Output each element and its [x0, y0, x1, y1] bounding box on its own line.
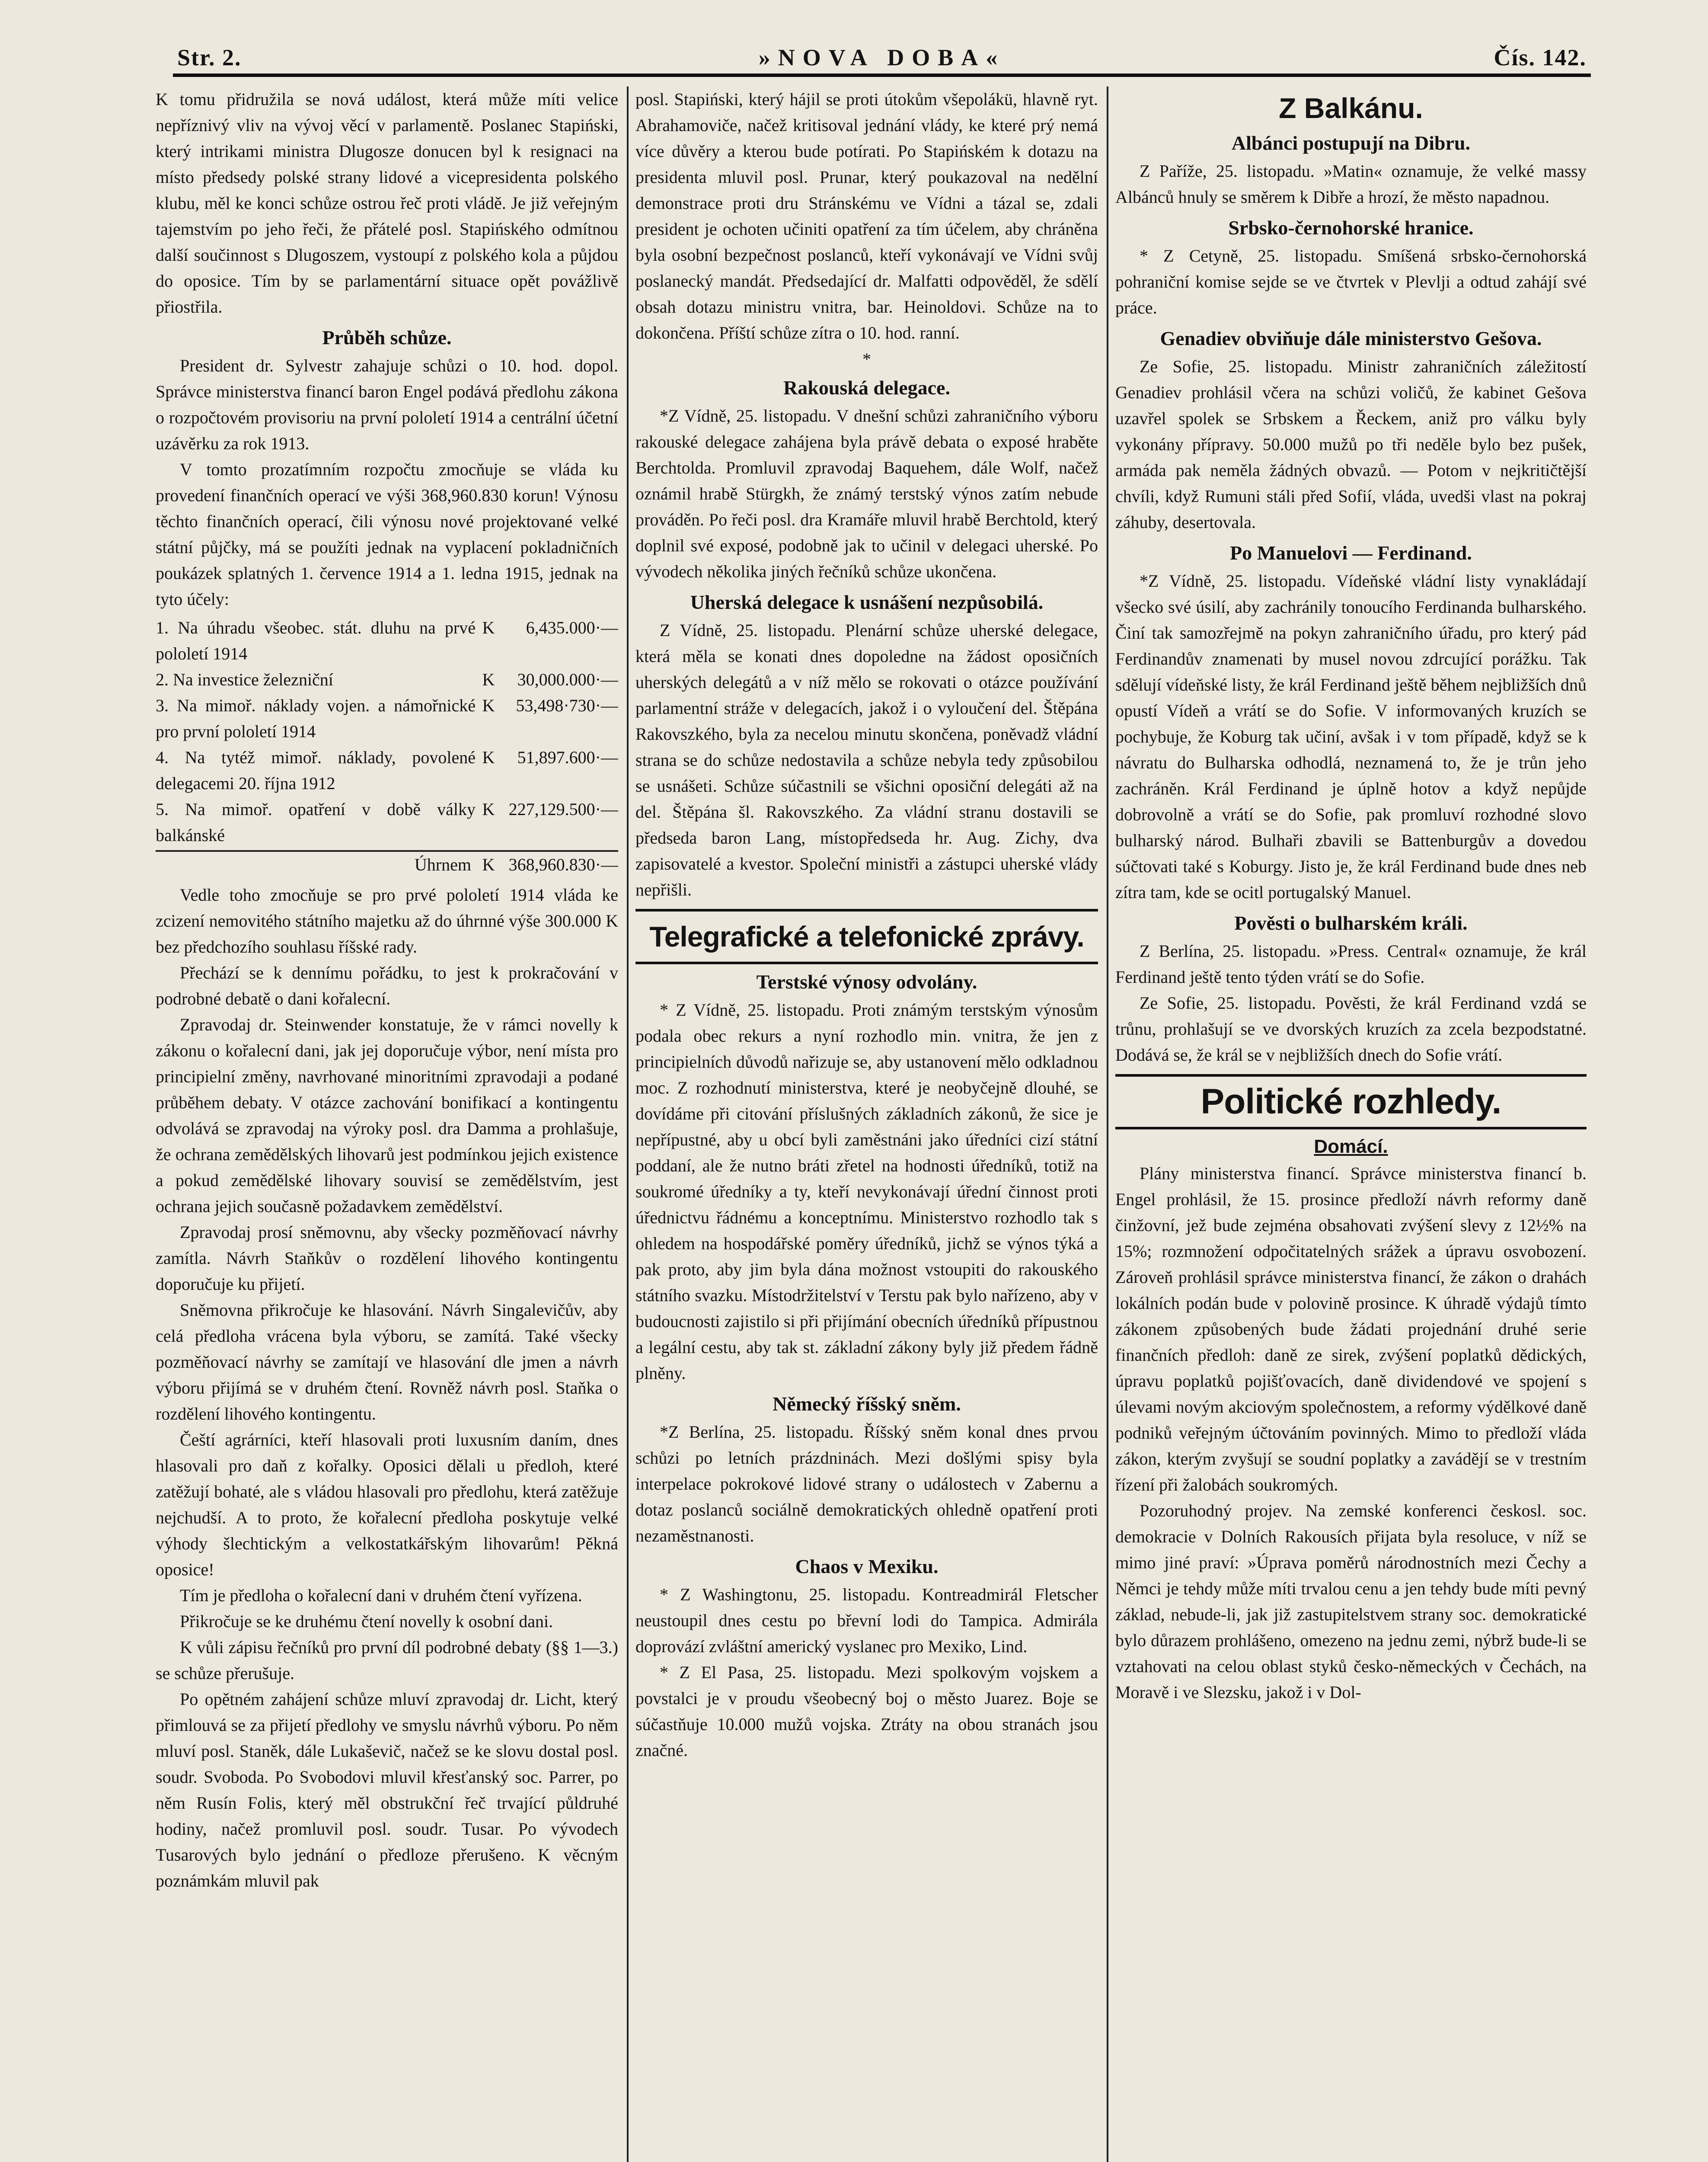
article-paragraph: V tomto prozatímním rozpočtu zmocňuje se vláda ku provedení finančních operací ve výši 368,960.830 korun! Výnosu těchto finančních operací, čili výnosu nové projektované velké státní půjčky, má se použíti jednak na vyplacení pokladničních poukázek splatných 1. července 1914 a 1. ledna 1915, jednak na tyto účely:	[156, 460, 618, 609]
budget-label: 3. Na mimoř. náklady vojen. a námořnické pro první pololetí 1914	[156, 696, 476, 741]
masthead	[173, 42, 1591, 77]
article-paragraph: * Z Vídně, 25. listopadu. Proti známým terstským výnosům podala obec rekurs a nyní rozhodlo min. vnitra, že jen z principielních důvodů nařizuje se, aby ustanovení mělo odkladnou moc. Z rozhodnutí ministerstva, které je neobyčejně dlouhé, se dovídáme při citování příslušných základních zákonů, že sice je nepřípustné, aby u obcí byli zaměstnáni jako úředníci cizí státní poddaní, ale že nutno bráti zřetel na hodnosti úředníků, totiž na soukromé úředníky a ty, kteří nevykonávají úřední činnost proti úřednictvu řádnému a konceptnímu. Ministerstvo rozhodlo tak s ohledem na hospodářské poměry úředníků, jichž se výnos týká a pak proto, aby jim byla dána možnost vstoupiti do rakouského státního svazku. Místodržitelství v Terstu pak bylo nařízeno, aby v budoucnosti zajistilo si při přijímání obecních úředníků přípustnou a legální cestu, aby tak st. základní zákony byly již předem řádně plněny.	[635, 1000, 1098, 1383]
section-heading: Uherská delegace k usnášení nezpůsobilá.	[690, 591, 1044, 613]
article-paragraph: Z Berlína, 25. listopadu. »Press. Central« oznamuje, že král Ferdinand ještě tento týden vrátí se do Sofie.	[1115, 941, 1587, 987]
issue-number: Čís. 142.	[1494, 45, 1587, 70]
article-paragraph: Čeští agrárníci, kteří hlasovali proti luxusním daním, dnes hlasovali pro daň z kořalky. Oposici dělali u předloh, které zatěžují bohaté, ale s vládou hlasovali pro předlohu, která zatěžuje nejchudší. A to proto, že kořalecní předloha poskytuje velké výhody šlechtickým a velkostatkářským lihovarům! Pěkná oposice!	[156, 1430, 618, 1579]
article-paragraph: * Z Washingtonu, 25. listopadu. Kontreadmirál Fletscher neustoupil dnes cestu po břevní lodi do Tampica. Admirála doprovází zvláštní americký vyslanec pro Mexiko, Lind.	[635, 1585, 1098, 1656]
major-heading: Politické rozhledy.	[1115, 1074, 1587, 1129]
article-paragraph: Ze Sofie, 25. listopadu. Ministr zahraničních záležitostí Genadiev prohlásil včera na schůzi voličů, že kabinet Gešova uzavřel spolek se Srbskem a Řeckem, aniž pro válku byly vykonány přípravy. 50.000 mužů po tři neděle bylo bez pušek, armáda pak neměla žádných obvazů. — Potom v nejkritičtější chvíli, když Rumuni stáli před Sofií, vláda, uvedši vlast na pokraj záhuby, desertovala.	[1115, 357, 1587, 532]
budget-total-label: Úhrnem	[414, 855, 471, 874]
budget-total-row	[156, 850, 618, 878]
budget-row	[156, 667, 618, 693]
article-paragraph: Zpravodaj prosí sněmovnu, aby všecky pozměňovací návrhy zamítla. Návrh Staňkův o rozdělení lihového kontingentu doporučuje ku přijetí.	[156, 1222, 618, 1294]
article-paragraph: Plány ministerstva financí. Správce ministerstva financí b. Engel prohlásil, že 15. prosince předloží návrh reformy daně činžovní, jež bude zejména obsahovati zvýšení slevy z 12½% na 15%; rozmnožení odpočitatelných srážek a úpravu osvobození. Zároveň prohlásil správce ministerstva financí, že zákon o drahách lokálních podán bude v polovině prosince. K úhradě výdajů tímto zákonem způsobených bude žádati projednání druhé serie finančních předloh: daně ze sirek, zvýšení poplatků dědických, úpravu poplatků pojišťovacích, daně dividendové ve spojení s úlevami novým akciovým společnostem, a reformy výdělkové daně podniků veřejným účtováním povinných. Mimo to předloží vláda zákon, kterým zvyšují se soudní poplatky a zavádějí se v trestním řízení při žalobách soukromých.	[1115, 1164, 1587, 1494]
budget-currency: K	[482, 855, 495, 874]
budget-currency: K	[482, 800, 495, 819]
budget-amount: 227,129.500·—	[508, 800, 618, 819]
article-paragraph: K tomu přidružila se nová událost, která může míti velice nepříznivý vliv na vývoj věcí v parlamentě. Poslanec Stapiński, který intrikami ministra Dlugosze donucen byl k resignaci na místo předsedy polské strany lidové a vicepresidenta polského klubu, měl ke konci schůze ostrou řeč proti vládě. Je již veřejným tajemstvím po jeho řeči, že přátelé posl. Stapińského odmítnou další součinnost s Dlugoszem, vystoupí z polského kola a půjdou do oposice. Tím by se parlamentární situace opět povážlivě přiostřila.	[156, 90, 618, 317]
article-paragraph: Pozoruhodný projev. Na zemské konferenci českosl. soc. demokracie v Dolních Rakousích přijata byla resoluce, v níž se mimo jiné praví: »Úprava poměrů národnostních mezi Čechy a Němci je tehdy může míti trvalou cenu a jen tehdy bude míti pevný základ, nebude-li, jak již zastupitelstvem strany soc. demokratické bylo důrazem prohlášeno, omezeno na jednu zemi, nýbrž bude-li se vztahovati na celou oblast styků česko-německých v Čechách, na Moravě i ve Slezsku, jakož i v Dol-	[1115, 1501, 1587, 1702]
article-paragraph: posl. Stapiński, který hájil se proti útokům všepolákü, hlavně ryt. Abrahamoviče, načež kritisoval jednání vlády, ke které prý nemá více důvěry a kterou bude potírati. Po Stapińském k dotazu na presidenta mluvil posl. Prunar, který poukazoval na nedělní demonstrace proti dru Stránskému ve Vídni a tázal se, zdali president je ochoten učiniti opatření za tím účelem, aby chráněna byla osobní bezpečnost poslanců, kteří vykonávají ve Vídni svůj poslanecký mandát. Předsedající dr. Malfatti odpověděl, že sdělí obsah dotazu ministru vnitra, bar. Heinoldovi. Schůze na to dokončena. Příští schůze zítra o 10. hod. ranní.	[635, 90, 1098, 342]
major-heading: Z Balkánu.	[1279, 92, 1423, 124]
budget-label: 5. Na mimoř. opatření v době války balkánské	[156, 800, 476, 845]
article-paragraph: Z Paříže, 25. listopadu. »Matin« oznamuje, že velké massy Albánců hnuly se směrem k Dibře a hrozí, že město napadnou.	[1115, 161, 1587, 207]
budget-row	[156, 615, 618, 667]
budget-total-amount: 368,960.830·—	[508, 855, 618, 874]
budget-label: 1. Na úhradu všeobec. stát. dluhu na prvé pololetí 1914	[156, 618, 476, 663]
section-heading: Albánci postupují na Dibru.	[1231, 132, 1471, 154]
budget-amount: 53,498·730·—	[516, 696, 618, 715]
article-paragraph: *Z Vídně, 25. listopadu. V dnešní schůzi zahraničního výboru rakouské delegace zahájena byla právě debata o exposé hraběte Berchtolda. Promluvil zpravodaj Baquehem, dále Wolf, načež oznámil hrabě Stürgkh, že známý terstský výnos zatím nebude prováděn. Po řeči posl. dra Kramáře mluvil hrabě Berchtold, který doplnil své exposé, podobně jak to učinil v delegaci uherské. Po vývodech několika jiných řečníků schůze ukončena.	[635, 406, 1098, 581]
budget-amount: 6,435.000·—	[526, 618, 618, 637]
budget-row	[156, 693, 618, 745]
section-heading: Rakouská delegace.	[783, 377, 950, 399]
article-paragraph: Přechází se k dennímu pořádku, to jest k prokračování v podrobné debatě o dani kořalecní.	[156, 963, 618, 1008]
section-heading: Německý říšský sněm.	[773, 1393, 961, 1415]
budget-currency: K	[482, 670, 495, 689]
article-paragraph: Vedle toho zmocňuje se pro prvé pololetí 1914 vláda ke zcizení nemovitého státního majetku až do úhrnné výše 300.000 K bez předchozího souhlasu říšské rady.	[156, 885, 618, 956]
article-paragraph: President dr. Sylvestr zahajuje schůzi o 10. hod. dopol. Správce ministerstva financí baron Engel podává předlohu zákona o rozpočtovém provisoriu na první pololetí 1914 a centrální účetní uzávěrku za rok 1913.	[156, 356, 618, 453]
column-2	[635, 86, 1098, 2162]
column-divider	[1107, 86, 1108, 2162]
section-heading: Chaos v Mexiku.	[795, 1555, 939, 1577]
article-paragraph: Přikročuje se ke druhému čtení novelly k osobní dani.	[180, 1612, 553, 1631]
article-paragraph: Zpravodaj dr. Steinwender konstatuje, že v rámci novelly k zákonu o kořalecní dani, jak jej doporučuje výbor, není místa pro principielní změny, navrhované minoritními zpravodaji a podané průběhem debaty. V otázce zachování bonifikací a kontingentu odvolává se zpravodaj na výroky posl. dra Damma a prohlašuje, že ochrana zemědělských lihovarů jest podmínkou jejich existence a pokud zemědělské lihovary souvisí se zemědělstvím, jest ochrana jejich současně požadavkem zemědělství.	[156, 1015, 618, 1216]
article-paragraph: Ze Sofie, 25. listopadu. Pověsti, že král Ferdinand vzdá se trůnu, prohlašují se ve dvorských kruzích za zcela bezpodstatné. Dodává se, že král se v nejbližších dnech do Sofie vrátí.	[1115, 993, 1587, 1065]
section-heading: Pověsti o bulharském králi.	[1234, 912, 1468, 934]
budget-amount: 51,897.600·—	[517, 748, 618, 767]
article-paragraph: K vůli zápisu řečníků pro první díl podrobné debaty (§§ 1—3.) se schůze přerušuje.	[156, 1637, 618, 1683]
article-paragraph: *Z Vídně, 25. listopadu. Vídeňské vládní listy vynakládají všecko své úsilí, aby zachránily tonoucího Ferdinanda bulharského. Činí tak samozřejmě na pokyn zahraničního úřadu, pro který pád Ferdinandův znamenati by musel novou zdrcující porážku. Tak sdělují vídeňské listy, že král Ferdinand ještě během nejbližších dnů opustí Vídeň a vrátí se do Sofie. V informovaných kruzích se pochybuje, že Koburg tak učiní, avšak i v tom případě, když se k návratu do Bulharska odhodlá, neznamená to, že je trůn jeho zachráněn. Král Ferdinand je úplně hotov a když nepůjde dobrovolně a vrátí se do Sofie, pak promluví rozhodné slovo bulharský národ. Bulhaři zbavili se Battenburgův a dovedou súčtovati také s Koburgy. Jisto je, že král Ferdinand bude dnes neb zítra tam, kde se ocitl portugalský Manuel.	[1115, 571, 1587, 902]
column-divider	[627, 86, 629, 2162]
budget-currency: K	[482, 696, 495, 715]
article-paragraph: *Z Berlína, 25. listopadu. Říšský sněm konal dnes prvou schůzi po letních prázdninách. Mezi došlými spisy byla interpelace pokrokové lidové strany o událostech v Zabernu a dotaz poslanců sociálně demokratických ohledně opatření proti nezaměstnanosti.	[635, 1422, 1098, 1545]
section-heading: Srbsko-černohorské hranice.	[1228, 217, 1474, 239]
page-number: Str. 2.	[177, 45, 242, 70]
article-paragraph: * Z Cetyně, 25. listopadu. Smíšená srbsko-černohorská pohraniční komise sejde se ve čtvrtek v Plevlji a odtud zahájí své práce.	[1115, 246, 1587, 317]
major-heading: Telegrafické a telefonické zprávy.	[635, 909, 1098, 964]
budget-row	[156, 745, 618, 796]
budget-row	[156, 796, 618, 848]
column-3	[1115, 86, 1587, 2162]
separator-star: *	[862, 349, 871, 369]
budget-amount: 30,000.000·—	[517, 670, 618, 689]
article-paragraph: Sněmovna přikročuje ke hlasování. Návrh Singalevičův, aby celá předloha vrácena byla výboru, se zamítá. Také všecky pozměňovací návrhy se zamítají ve hlasování dle jmen a návrh výboru přijímá se v druhém čtení. Rovněž návrh posl. Staňka o rozdělení lihového kontingentu.	[156, 1300, 618, 1423]
article-paragraph: Tím je předloha o kořalecní dani v druhém čtení vyřízena.	[180, 1586, 582, 1605]
column-1	[156, 86, 618, 2162]
section-heading: Průběh schůze.	[322, 326, 452, 349]
article-paragraph: Z Vídně, 25. listopadu. Plenární schůze uherské delegace, která měla se konati dnes dopoledne na žádost oposičních uherských delegátů a v níž mělo se rokovati o otázce používání parlamentní stráže v delegacích, jakož i o vyloučení del. Štěpána Rakovszkého, byla za necelou minutu skončena, poněvadž vládní strana se do schůze nedostavila a schůze nebyla tedy způsobilou se usnášeti. Schůze súčastnili se všichni oposiční delegáti až na del. Štěpána šl. Rakovszkého. Za vládní stranu dostavili se předseda baron Lang, místopředseda hr. Aug. Zichy, dva zapisovatelé a kvestor. Společní ministři a zástupci uherské vlády nepřišli.	[635, 620, 1098, 899]
budget-label: 4. Na tytéž mimoř. náklady, povolené delegacemi 20. října 1912	[156, 748, 476, 793]
article-paragraph: * Z El Pasa, 25. listopadu. Mezi spolkovým vojskem a povstalci je v proudu všeobecný boj o město Juarez. Boje se súčastňuje 10.000 mužů vojska. Ztráty na obou stranách jsou značné.	[635, 1663, 1098, 1760]
budget-label: 2. Na investice železniční	[156, 670, 333, 689]
subsection-heading: Domácí.	[1314, 1136, 1388, 1157]
section-heading: Genadiev obviňuje dále ministerstvo Gešova.	[1160, 327, 1542, 349]
budget-table	[156, 615, 618, 878]
budget-currency: K	[482, 618, 495, 637]
budget-currency: K	[482, 748, 495, 767]
section-heading: Terstské výnosy odvolány.	[756, 971, 977, 993]
newspaper-title: »NOVA DOBA«	[758, 45, 1006, 70]
article-paragraph: Po opětném zahájení schůze mluví zpravodaj dr. Licht, který přimlouvá se za přijetí předlohy ve smyslu návrhů výboru. Po něm mluví posl. Staněk, dále Lukaševič, načež se ke slovu dostal posl. soudr. Svoboda. Po Svobodovi mluvil křesťanský soc. Parrer, po něm Rusín Folis, který měl obstrukční řeč trvající půldruhé hodiny, načež promluvil posl. soudr. Tusar. Po vývodech Tusarových bylo jednání o předloze přerušeno. K věcným poznámkám mluvil pak	[156, 1689, 618, 1890]
section-heading: Po Manuelovi — Ferdinand.	[1230, 542, 1472, 564]
